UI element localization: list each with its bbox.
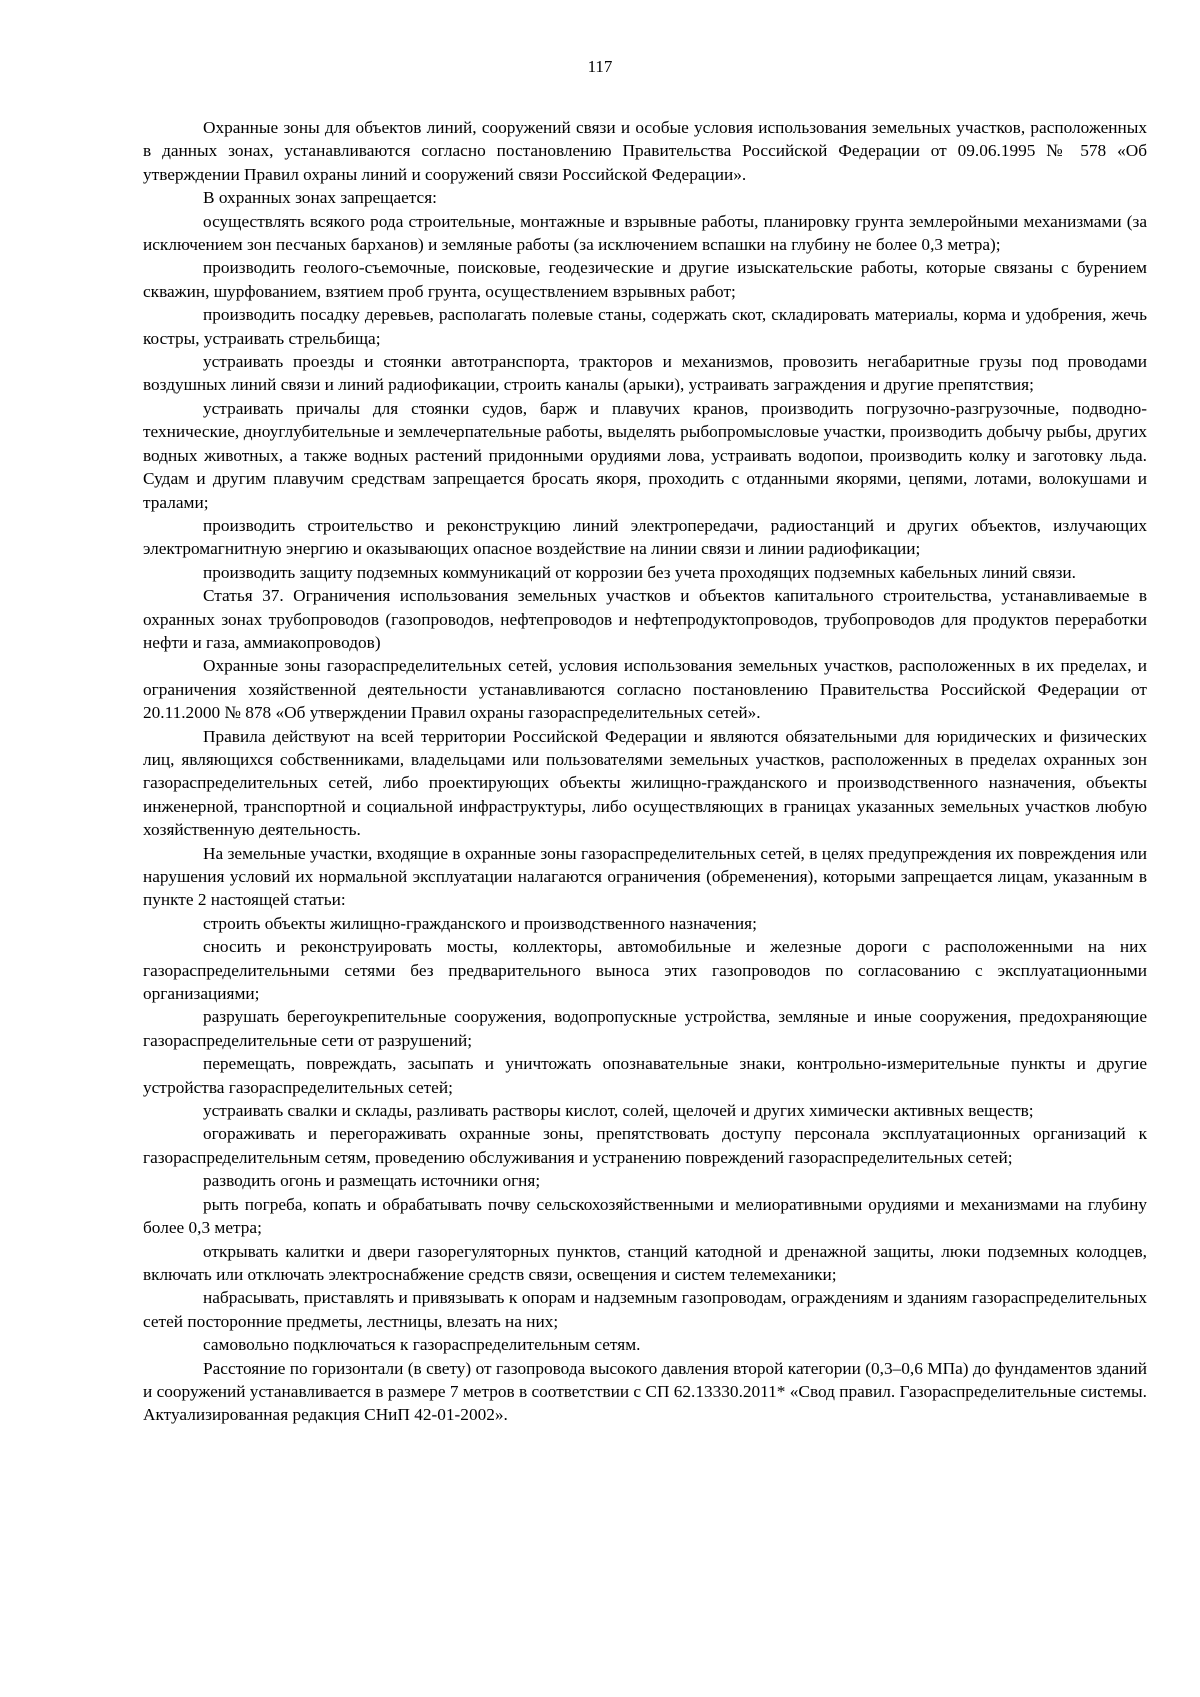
paragraph-12: Правила действуют на всей территории Российской Федерации и являются обязательными для юридических и физических лиц, являющихся собственниками, владельцами или пользователями земельных участков, расположенных в пределах охранных зон газораспределительных сетей, либо проектирующих объекты жилищно-гражданского и производственного назначения, объекты инженерной, транспортной и социальной инфраструктуры, либо осуществляющих в границах указанных земельных участков любую хозяйственную деятельность. xyxy=(143,726,1147,840)
paragraph-15: сносить и реконструировать мосты, коллекторы, автомобильные и железные дороги с расположенными на них газораспределительными сетями без предварительного выноса этих газопроводов по согласованию с эксплуатационными организациями; xyxy=(143,937,1147,1004)
paragraph-3: осуществлять всякого рода строительные, монтажные и взрывные работы, планировку грунта землеройными механизмами (за исключением зон песчаных барханов) и земляные работы (за исключением вспашки на глубину не более 0,3 метра); xyxy=(143,211,1147,255)
paragraph-2: В охранных зонах запрещается: xyxy=(203,188,437,208)
paragraph-11: Охранные зоны газораспределительных сетей, условия использования земельных участков, расположенных в их пределах, и ограничения хозяйственной деятельности устанавливаются согласно постановлению Правительства Российской Федерации от 20.11.2000 № 878 «Об утверждении Правил охраны газораспределительных сетей». xyxy=(143,656,1147,723)
paragraph-23: набрасывать, приставлять и привязывать к опорам и надземным газопроводам, ограждениям и зданиям газораспределительных сетей посторонние предметы, лестницы, влезать на них; xyxy=(143,1288,1147,1331)
paragraph-13: На земельные участки, входящие в охранные зоны газораспределительных сетей, в целях предупреждения их повреждения или нарушения условий их нормальной эксплуатации налагаются ограничения (обременения), которыми запрещается лицам, указанным в пункте 2 настоящей статьи: xyxy=(143,843,1147,910)
page-number: 117 xyxy=(587,57,613,76)
paragraph-19: огораживать и перегораживать охранные зоны, препятствовать доступу персонала эксплуатационных организаций к газораспределительным сетям, проведению обслуживания и устранению повреждений газораспределительных сетей; xyxy=(143,1124,1147,1167)
paragraph-17: перемещать, повреждать, засыпать и уничтожать опознавательные знаки, контрольно-измерительные пункты и другие устройства газораспределительных сетей; xyxy=(143,1054,1147,1097)
paragraph-6: устраивать проезды и стоянки автотранспорта, тракторов и механизмов, провозить негабаритные грузы под проводами воздушных линий связи и линий радиофикации, строить каналы (арыки), устраивать заграждения и другие препятствия; xyxy=(143,352,1147,395)
paragraph-18: устраивать свалки и склады, разливать растворы кислот, солей, щелочей и других химически активных веществ; xyxy=(203,1101,1034,1121)
paragraph-14: строить объекты жилищно-гражданского и производственного назначения; xyxy=(203,913,757,933)
paragraph-24: самовольно подключаться к газораспределительным сетям. xyxy=(203,1335,641,1355)
paragraph-8: производить строительство и реконструкцию линий электропередачи, радиостанций и других объектов, излучающих электромагнитную энергию и оказывающих опасное воздействие на линии связи и линии радиофикации; xyxy=(143,515,1147,559)
document-body xyxy=(143,116,1147,1427)
paragraph-16: разрушать берегоукрепительные сооружения, водопропускные устройства, земляные и иные сооружения, предохраняющие газораспределительные сети от разрушений; xyxy=(143,1007,1147,1050)
paragraph-22: открывать калитки и двери газорегуляторных пунктов, станций катодной и дренажной защиты, люки подземных колодцев, включать или отключать электроснабжение средств связи, освещения и систем телемеханики; xyxy=(143,1241,1147,1284)
paragraph-20: разводить огонь и размещать источники огня; xyxy=(203,1171,541,1191)
paragraph-25: Расстояние по горизонтали (в свету) от газопровода высокого давления второй категории (0,3–0,6 МПа) до фундаментов зданий и сооружений устанавливается в размере 7 метров в соответствии с СП 62.13330.2011* «Свод правил. Газораспределительные системы. Актуализированная редакция СНиП 42-01-2002». xyxy=(143,1358,1147,1425)
paragraph-5: производить посадку деревьев, располагать полевые станы, содержать скот, складировать материалы, корма и удобрения, жечь костры, устраивать стрельбища; xyxy=(143,305,1147,348)
article-heading: Статья 37. Ограничения использования земельных участков и объектов капитального строительства, устанавливаемые в охранных зонах трубопроводов (газопроводов, нефтепроводов и нефтепродуктопроводов, трубопроводов для продуктов переработки нефти и газа, аммиакопроводов) xyxy=(143,586,1147,652)
paragraph-1: Охранные зоны для объектов линий, сооружений связи и особые условия использования земельных участков, расположенных в данных зонах, устанавливаются согласно постановлению Правительства Российской Федерации от 09.06.1995 № 578 «Об утверждении Правил охраны линий и сооружений связи Российской Федерации». xyxy=(143,118,1147,184)
paragraph-4: производить геолого-съемочные, поисковые, геодезические и другие изыскательские работы, которые связаны с бурением скважин, шурфованием, взятием проб грунта, осуществлением взрывных работ; xyxy=(143,258,1147,301)
paragraph-9: производить защиту подземных коммуникаций от коррозии без учета проходящих подземных кабельных линий связи. xyxy=(203,562,1077,582)
paragraph-21: рыть погреба, копать и обрабатывать почву сельскохозяйственными и мелиоративными орудиями и механизмами на глубину более 0,3 метра; xyxy=(143,1194,1147,1238)
paragraph-7: устраивать причалы для стоянки судов, барж и плавучих кранов, производить погрузочно-разгрузочные, подводно-технические, дноуглубительные и землечерпательные работы, выделять рыбопромысловые участки, производить добычу рыбы, других водных животных, а также водных растений придонными орудиями лова, устраивать водопои, производить колку и заготовку льда. Судам и другим плавучим средствам запрещается бросать якоря, проходить с отданными якорями, цепями, лотами, волокушами и тралами; xyxy=(143,398,1147,512)
